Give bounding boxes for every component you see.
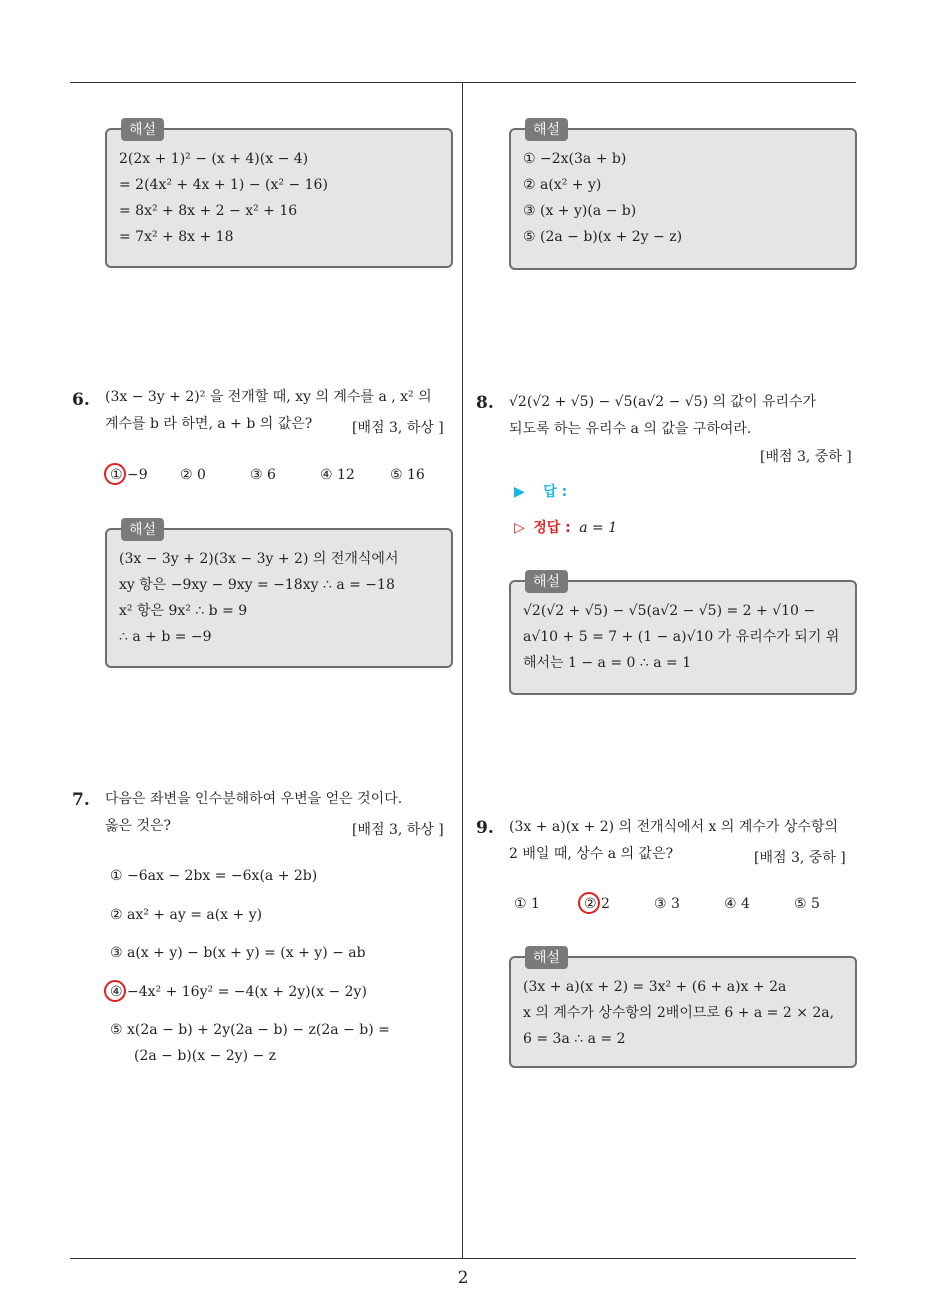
solution-line: ③ (x + y)(a − b) (523, 203, 637, 219)
question-8-text: 되도록 하는 유리수 a 의 값을 구하여라. (509, 421, 752, 437)
solution-tag: 해설 (525, 118, 568, 141)
question-9-score: [배점 3, 중하 ] (754, 850, 846, 866)
question-7-text: 옳은 것은? (105, 818, 172, 834)
solution-tag: 해설 (121, 118, 164, 141)
solution-line: 6 = 3a ∴ a = 2 (523, 1031, 626, 1047)
column-divider (462, 83, 463, 1258)
solution-line: x² 항은 9x² ∴ b = 9 (119, 603, 248, 619)
correct-arrow-icon: ▷ (514, 520, 525, 536)
solution-box-q9 (509, 950, 857, 1068)
solution-box-prev (509, 122, 857, 270)
q6-option-2[interactable]: ② 0 (180, 467, 206, 483)
solution-tag: 해설 (121, 518, 164, 541)
question-7-text: 다음은 좌변을 인수분해하여 우변을 얻은 것이다. (105, 791, 403, 807)
solution-line: a√10 + 5 = 7 + (1 − a)√10 가 유리수가 되기 위 (523, 629, 840, 645)
q7-option-5[interactable]: ⑤ x(2a − b) + 2y(2a − b) − z(2a − b) = (110, 1022, 390, 1038)
question-number-9: 9. (476, 818, 494, 838)
question-number-6: 6. (72, 390, 90, 410)
question-9-text: 2 배일 때, 상수 a 의 값은? (509, 846, 674, 862)
solution-line: x 의 계수가 상수항의 2배이므로 6 + a = 2 × 2a, (523, 1005, 835, 1021)
q9-option-3[interactable]: ③ 3 (654, 896, 680, 912)
q7-option-1[interactable]: ① −6ax − 2bx = −6x(a + 2b) (110, 868, 318, 884)
solution-box-q5 (105, 122, 453, 268)
q6-option-5[interactable]: ⑤ 16 (390, 467, 425, 483)
q6-option-3[interactable]: ③ 6 (250, 467, 276, 483)
question-number-7: 7. (72, 790, 90, 810)
solution-line: (3x + a)(x + 2) = 3x² + (6 + a)x + 2a (523, 979, 787, 995)
question-9-text: (3x + a)(x + 2) 의 전개식에서 x 의 계수가 상수항의 (509, 819, 838, 835)
solution-line: xy 항은 −9xy − 9xy = −18xy ∴ a = −18 (119, 577, 395, 593)
solution-line: = 7x² + 8x + 18 (119, 229, 234, 245)
solution-tag: 해설 (525, 570, 568, 593)
q7-option-2[interactable]: ② ax² + ay = a(x + y) (110, 907, 263, 923)
solution-line: ① −2x(3a + b) (523, 151, 627, 167)
solution-box-q8 (509, 574, 857, 695)
top-rule (70, 82, 856, 83)
q9-option-5[interactable]: ⑤ 5 (794, 896, 820, 912)
question-6-text: 계수를 b 라 하면, a + b 의 값은? (105, 416, 313, 432)
question-number-8: 8. (476, 393, 494, 413)
question-6-score: [배점 3, 하상 ] (352, 420, 444, 436)
q9-answer-mark (578, 892, 600, 914)
question-8-text: √2(√2 + √5) − √5(a√2 − √5) 의 값이 유리수가 (509, 394, 817, 410)
solution-line: 해서는 1 − a = 0 ∴ a = 1 (523, 655, 692, 671)
answer-label: 답 : (543, 484, 568, 500)
q6-answer-mark (104, 463, 126, 485)
solution-tag: 해설 (525, 946, 568, 969)
solution-line: 2(2x + 1)² − (x + 4)(x − 4) (119, 151, 309, 167)
question-8-score: [배점 3, 중하 ] (760, 449, 852, 465)
q8-answer-row (514, 481, 567, 501)
answer-arrow-icon: ▶ (514, 484, 525, 500)
q7-answer-mark (104, 980, 126, 1002)
q7-option-3[interactable]: ③ a(x + y) − b(x + y) = (x + y) − ab (110, 945, 366, 961)
page-number: 2 (457, 1268, 469, 1288)
solution-line: = 8x² + 8x + 2 − x² + 16 (119, 203, 298, 219)
solution-line: (3x − 3y + 2)(3x − 3y + 2) 의 전개식에서 (119, 551, 399, 567)
solution-line: ② a(x² + y) (523, 177, 602, 193)
q7-option-4[interactable]: ④ −4x² + 16y² = −4(x + 2y)(x − 2y) (110, 984, 367, 1000)
solution-line: √2(√2 + √5) − √5(a√2 − √5) = 2 + √10 − (523, 603, 816, 619)
q9-option-1[interactable]: ① 1 (514, 896, 540, 912)
q9-option-4[interactable]: ④ 4 (724, 896, 750, 912)
q6-option-1[interactable]: ① −9 (110, 467, 148, 483)
question-7-score: [배점 3, 하상 ] (352, 822, 444, 838)
solution-line: ⑤ (2a − b)(x + 2y − z) (523, 229, 683, 245)
correct-value: a = 1 (579, 520, 618, 536)
question-6-text: (3x − 3y + 2)² 을 전개할 때, xy 의 계수를 a , x² 의 (105, 389, 432, 405)
bottom-rule (70, 1258, 856, 1259)
solution-line: ∴ a + b = −9 (119, 629, 212, 645)
q6-option-4[interactable]: ④ 12 (320, 467, 355, 483)
q8-correct-row (514, 517, 617, 537)
q7-option-5-continued: (2a − b)(x − 2y) − z (134, 1048, 277, 1064)
q9-option-2[interactable]: ② 2 (584, 896, 610, 912)
solution-line: = 2(4x² + 4x + 1) − (x² − 16) (119, 177, 328, 193)
solution-box-q6 (105, 522, 453, 668)
correct-label: 정답 : (533, 520, 571, 536)
